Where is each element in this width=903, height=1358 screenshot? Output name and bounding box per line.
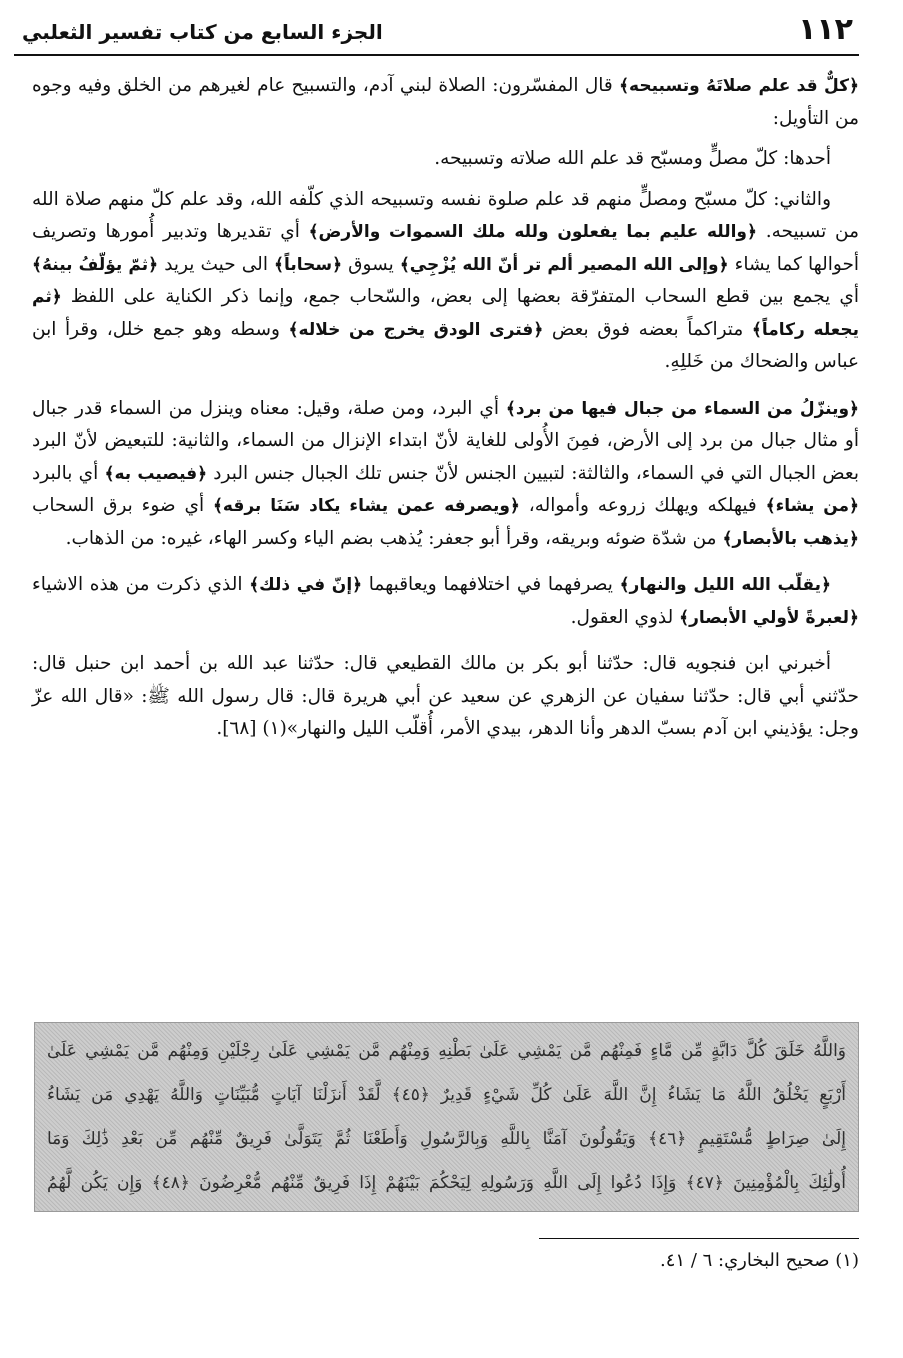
text-run: أحدها: كلّ مصلٍّ ومسبّح قد علم الله صلاته وتسبيحه. <box>434 148 831 169</box>
paragraph <box>32 184 859 379</box>
footnote-divider <box>539 1238 859 1239</box>
text-run: قال المفسّرون: الصلاة لبني آدم، والتسبيح عام لغيرهم من الخلق وفيه وجوه من التأويل: <box>32 75 859 129</box>
text-run: أي ضوء برق السحاب <box>32 495 213 516</box>
quran-quote: ﴿إنّ في ذلك﴾ <box>249 575 363 595</box>
quran-quote: ﴿من يشاء﴾ <box>765 496 860 516</box>
quran-quote: ﴿يذهب بالأبصار﴾ <box>722 528 859 549</box>
paragraph <box>32 393 859 556</box>
quran-quote: ﴿وينزّلُ من السماء من جبال فيها من برد﴾ <box>505 398 859 419</box>
quran-quote: ﴿ويصرفه عمن يشاء يكاد سَنَا برقه﴾ <box>212 496 520 516</box>
quran-quote: ﴿ثم يجعله ركاماً﴾ <box>32 287 859 340</box>
running-title: الجزء السابع من كتاب تفسير الثعلبي <box>22 20 383 44</box>
text-run: الى حيث يريد <box>158 253 275 275</box>
body-text <box>32 70 859 760</box>
quran-verse-line: وَاللَّهُ خَلَقَ كُلَّ دَابَّةٍ مِّن مَّاءٍ فَمِنْهُم مَّن يَمْشِي عَلَىٰ بَطْنِهِ وَمِنْهُم مَّن يَمْشِي عَلَىٰ رِجْلَيْنِ وَمِنْهُم مَّن يَمْشِي عَلَىٰ <box>47 1041 846 1061</box>
text-run: يسوق <box>342 253 400 275</box>
text-run: الذي ذكرت من هذه الاشياء <box>32 574 250 595</box>
quran-quote: ﴿وإلى الله المصير ألم تر أنّ الله يُزْجِي﴾ <box>399 254 729 275</box>
text-run: لذوي العقول. <box>570 606 680 628</box>
quran-quote: ﴿فيصيب به﴾ <box>104 463 208 484</box>
paragraph <box>32 569 859 634</box>
text-run: متراكماً بعضه فوق بعض <box>543 318 752 340</box>
quran-verse-line: إِلَىٰ صِرَاطٍ مُّسْتَقِيمٍ ﴿٤٦﴾ وَيَقُولُونَ آمَنَّا بِاللَّهِ وَبِالرَّسُولِ وَأَطَعْنَا ثُمَّ يَتَوَلَّىٰ فَرِيقٌ مِّنْهُم مِّن بَعْدِ ذَٰلِكَ وَمَا <box>47 1129 846 1149</box>
quran-quote: ﴿ثمّ يؤلّفُ بينهُ﴾ <box>32 254 159 275</box>
page-header <box>14 8 859 56</box>
text-run: أي تقديرها وتدبير أُمورها وتصريف أحوالها كما يشاء <box>32 221 860 275</box>
quran-verse-line: أَرْبَعٍ يَخْلُقُ اللَّهُ مَا يَشَاءُ إِنَّ اللَّهَ عَلَىٰ كُلِّ شَيْءٍ قَدِيرٌ ﴿٤٥﴾ لَّقَدْ أَنزَلْنَا آيَاتٍ مُّبَيِّنَاتٍ وَاللَّهُ يَهْدِي مَن يَشَاءُ <box>47 1085 846 1105</box>
quran-quote: ﴿سحاباً﴾ <box>274 254 343 275</box>
text-run: أي يجمع بين قطع السحاب المتفرّقة بعضها إلى بعض، والسّحاب جمع، وإنما ذكر الكناية على اللفظ <box>61 286 859 307</box>
text-run: والثاني: كلّ مسبّح ومصلٍّ منهم قد علم صلوة نفسه وتسبيحه الذي كلّفه الله، وقد علم كلّ منهم صلاة الله من تسبيحه. <box>32 188 859 242</box>
paragraph <box>32 70 859 135</box>
paragraph <box>32 143 859 176</box>
text-run: من شدّة ضوئه وبريقه، وقرأ أبو جعفر: يُذهب بضم الياء وكسر الهاء، غيره: من الذهاب. <box>65 527 723 549</box>
text-run: فيهلكه ويهلك زروعه وأمواله، <box>519 495 766 516</box>
page-number: ١١٢ <box>798 12 853 47</box>
quran-quote: ﴿كلٌّ قد علم صلاتَهُ وتسبيحه﴾ <box>619 76 859 96</box>
quran-quote: ﴿والله عليم بما يفعلون ولله ملك السموات والأرض﴾ <box>308 222 757 242</box>
text-run: أخبرني ابن فنجويه قال: حدّثنا أبو بكر بن مالك القطيعي قال: حدّثنا عبد الله بن أحمد ابن حنبل قال: حدّثني أبي قال: حدّثنا سفيان عن الزهري عن سعيد عن أبي هريرة قال: قال رسول الله ﷺ: «قال الله عزّ وجل: يؤذيني ابن آدم بسبّ الدهر وأنا الدهر، بيدي الأمر، أُقلّب الليل والنهار»(١) [٦٨]. <box>32 653 859 739</box>
paragraph <box>32 648 859 746</box>
quran-verse-line: أُولَٰئِكَ بِالْمُؤْمِنِينَ ﴿٤٧﴾ وَإِذَا دُعُوا إِلَى اللَّهِ وَرَسُولِهِ لِيَحْكُمَ بَيْنَهُمْ إِذَا فَرِيقٌ مِّنْهُم مُّعْرِضُونَ ﴿٤٨﴾ وَإِن يَكُن لَّهُمُ <box>47 1173 846 1193</box>
text-run: يصرفهما في اختلافهما ويعاقبهما <box>362 574 620 595</box>
text-run: أي بالبرد <box>32 462 105 484</box>
footnote: (١) صحيح البخاري: ٦ / ٤١. <box>660 1250 859 1271</box>
quran-quote: ﴿لعبرةً لأولي الأبصار﴾ <box>679 607 859 628</box>
quran-quote: ﴿فترى الودق يخرج من خلاله﴾ <box>288 319 544 340</box>
text-run: وسطه وهو جمع خلل، وقرأ ابن عباس والضحاك من خَللِهِ. <box>32 318 859 372</box>
quran-verses-box <box>34 1022 859 1212</box>
text-run: أي البرد، ومن صلة، وقيل: معناه وينزل من السماء قدر جبال أو مثال جبال من برد إلى الأرض، فمِنَ الأُولى للغاية لأنّ ابتداء الإنزال من السماء، والثانية: للتبعيض لأنّ البرد بعض الجبال التي في السماء، والثالثة: لتبيين الجنس لأنّ جنس تلك الجبال جنس البرد <box>32 397 860 484</box>
quran-quote: ﴿يقلّب الله الليل والنهار﴾ <box>619 575 831 595</box>
